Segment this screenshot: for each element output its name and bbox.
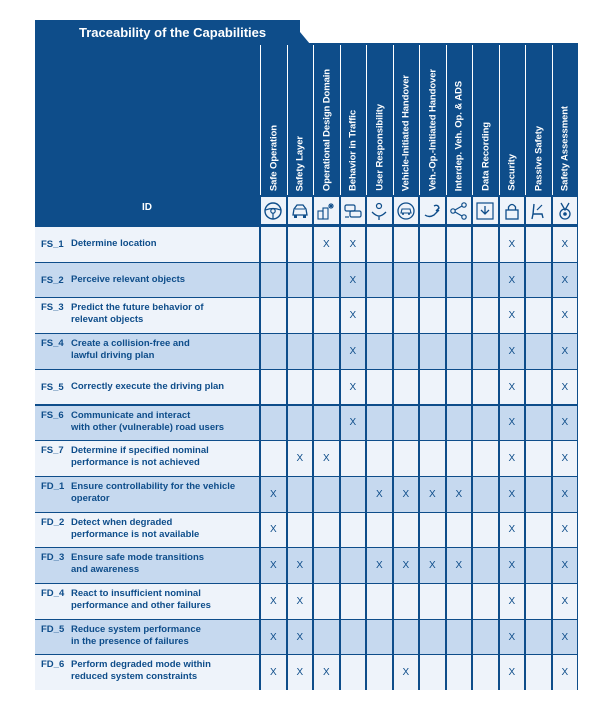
- matrix-cell: X: [261, 584, 286, 619]
- column-header-label: Interdep. Veh. Op. & ADS: [453, 80, 465, 191]
- matrix-cell: X: [341, 227, 366, 262]
- matrix-cell: [447, 227, 472, 262]
- matrix-cell: [314, 263, 339, 298]
- matrix-cell: [314, 370, 339, 405]
- matrix-cell: [394, 584, 419, 619]
- matrix-cell: [288, 370, 313, 405]
- matrix-cell: [526, 263, 551, 298]
- matrix-cell: [394, 406, 419, 441]
- matrix-cell: [526, 584, 551, 619]
- row-description-line: relevant objects: [71, 314, 144, 326]
- row-description: Correctly execute the driving plan: [71, 381, 225, 393]
- column-header: [499, 45, 526, 195]
- matrix-cell: [341, 477, 366, 512]
- share-nodes-icon: [447, 197, 472, 224]
- matrix-cell: [367, 441, 392, 476]
- steering-wheel-icon: [261, 197, 286, 224]
- matrix-cell: X: [288, 655, 313, 690]
- column-header: [313, 45, 340, 195]
- row-code: FS_6: [41, 409, 64, 421]
- matrix-cell: [526, 370, 551, 405]
- matrix-cell: [288, 513, 313, 548]
- matrix-cell: [447, 513, 472, 548]
- row-description: [71, 624, 201, 648]
- matrix-cell: [473, 370, 498, 405]
- matrix-cell: [526, 513, 551, 548]
- matrix-cell: X: [500, 334, 525, 369]
- row-description: [71, 302, 204, 326]
- table-row: [35, 334, 578, 369]
- matrix-cell: X: [500, 406, 525, 441]
- row-label: [35, 441, 259, 476]
- id-column-header: ID: [142, 202, 152, 213]
- matrix-cell: [473, 513, 498, 548]
- matrix-cell: X: [553, 620, 578, 655]
- table-row: [35, 584, 578, 619]
- matrix-cell: [367, 406, 392, 441]
- row-label: [35, 548, 259, 583]
- matrix-cell: [314, 334, 339, 369]
- matrix-cell: [367, 334, 392, 369]
- row-code: FD_4: [41, 588, 65, 599]
- lock-icon: [500, 197, 525, 224]
- matrix-cell: [447, 370, 472, 405]
- weather-city-icon: [314, 197, 339, 224]
- row-code: FS_2: [41, 274, 64, 286]
- matrix-cell: [526, 655, 551, 690]
- matrix-cell: [473, 263, 498, 298]
- row-description: [71, 517, 199, 541]
- matrix-cell: [367, 227, 392, 262]
- matrix-cell: X: [553, 263, 578, 298]
- row-description: Determine location: [71, 238, 157, 250]
- matrix-cell: X: [553, 513, 578, 548]
- row-label: [35, 513, 259, 548]
- row-description-line: performance and other failures: [71, 600, 211, 611]
- matrix-cell: X: [341, 298, 366, 333]
- matrix-cell: [526, 477, 551, 512]
- row-description-line: Reduce system performance: [71, 623, 201, 635]
- matrix-cell: X: [288, 548, 313, 583]
- matrix-cell: [367, 620, 392, 655]
- matrix-cell: [367, 513, 392, 548]
- matrix-cell: [394, 227, 419, 262]
- row-code: FD_6: [41, 659, 65, 671]
- column-header: [366, 45, 393, 195]
- matrix-cell: X: [314, 227, 339, 262]
- matrix-cell: X: [553, 370, 578, 405]
- matrix-cell: [314, 584, 339, 619]
- matrix-cell: [341, 584, 366, 619]
- matrix-cell: [420, 620, 445, 655]
- row-code: FD_3: [41, 552, 65, 564]
- matrix-cell: X: [420, 548, 445, 583]
- matrix-cell: [341, 441, 366, 476]
- matrix-cell: [473, 334, 498, 369]
- matrix-cell: [314, 548, 339, 583]
- matrix-cell: X: [500, 477, 525, 512]
- matrix-cell: [261, 334, 286, 369]
- row-description-line: with other (vulnerable) road users: [71, 421, 225, 433]
- title-notch: [290, 20, 310, 44]
- row-description: [71, 338, 190, 362]
- row-description-line: performance is not available: [71, 528, 200, 540]
- matrix-cell: [420, 406, 445, 441]
- matrix-cell: X: [341, 370, 366, 405]
- matrix-cell: X: [288, 584, 313, 619]
- column-header-label: User Responsibility: [374, 104, 386, 191]
- matrix-cell: X: [288, 620, 313, 655]
- matrix-cell: X: [500, 620, 525, 655]
- matrix-cell: X: [500, 298, 525, 333]
- column-header: [446, 45, 473, 195]
- row-code: FD_5: [41, 623, 65, 635]
- matrix-cell: [420, 370, 445, 405]
- matrix-cell: [367, 298, 392, 333]
- row-label: [35, 655, 259, 690]
- column-header: [260, 45, 287, 195]
- traffic-cars-icon: [341, 197, 366, 224]
- row-label: [35, 263, 259, 298]
- matrix-cell: X: [367, 477, 392, 512]
- table-row: [35, 655, 578, 690]
- row-description: [71, 588, 211, 612]
- matrix-cell: [367, 370, 392, 405]
- matrix-cell: [314, 513, 339, 548]
- matrix-cell: [420, 334, 445, 369]
- matrix-cell: [288, 227, 313, 262]
- row-code: FS_3: [41, 302, 64, 314]
- column-header-label: Safe Operation: [268, 124, 280, 191]
- row-description: [71, 410, 224, 434]
- medal-icon: [553, 197, 578, 224]
- matrix-cell: [526, 406, 551, 441]
- matrix-cell: [394, 620, 419, 655]
- table-row: [35, 298, 578, 333]
- row-description: [71, 552, 204, 576]
- row-label: [35, 584, 259, 619]
- matrix-cell: [526, 298, 551, 333]
- matrix-cell: [314, 406, 339, 441]
- matrix-cell: X: [553, 406, 578, 441]
- matrix-cell: X: [553, 548, 578, 583]
- matrix-cell: [526, 227, 551, 262]
- matrix-cell: [473, 548, 498, 583]
- matrix-cell: X: [500, 513, 525, 548]
- matrix-cell: [420, 513, 445, 548]
- matrix-cell: [394, 513, 419, 548]
- matrix-cell: X: [341, 406, 366, 441]
- matrix-cell: X: [394, 477, 419, 512]
- matrix-cell: [261, 406, 286, 441]
- row-description-line: Perform degraded mode within: [71, 659, 211, 671]
- row-code: FD_2: [41, 516, 65, 528]
- column-header-label: Passive Safety: [533, 125, 545, 191]
- row-description-line: lawful driving plan: [71, 350, 155, 362]
- row-description-line: and awareness: [71, 564, 140, 576]
- matrix-cell: [526, 441, 551, 476]
- column-header-label: Veh.-Op.-Initiated Handover: [427, 69, 439, 191]
- matrix-cell: [473, 227, 498, 262]
- matrix-cell: X: [500, 655, 525, 690]
- matrix-cell: [473, 655, 498, 690]
- matrix-cell: X: [553, 477, 578, 512]
- matrix-cell: [341, 548, 366, 583]
- matrix-cell: [447, 298, 472, 333]
- row-description-line: Create a collision-free and: [71, 338, 190, 350]
- matrix-cell: [447, 620, 472, 655]
- column-header: [525, 45, 552, 195]
- matrix-cell: [473, 620, 498, 655]
- row-code: FS_7: [41, 445, 64, 457]
- matrix-cell: [314, 477, 339, 512]
- matrix-cell: [394, 441, 419, 476]
- matrix-cell: X: [367, 548, 392, 583]
- table-row: [35, 441, 578, 476]
- matrix-cell: [314, 620, 339, 655]
- matrix-cell: X: [500, 370, 525, 405]
- column-header-label: Operational Design Domain: [321, 68, 333, 191]
- matrix-cell: X: [314, 655, 339, 690]
- row-description: [71, 481, 235, 505]
- matrix-cell: X: [553, 227, 578, 262]
- matrix-cell: X: [447, 548, 472, 583]
- table-row: [35, 513, 578, 548]
- matrix-cell: [314, 298, 339, 333]
- matrix-cell: [288, 334, 313, 369]
- row-description-line: operator: [71, 492, 110, 504]
- matrix-cell: X: [261, 655, 286, 690]
- table-row: [35, 406, 578, 441]
- row-code: FS_1: [41, 238, 64, 250]
- matrix-cell: [288, 298, 313, 333]
- matrix-cell: [367, 584, 392, 619]
- matrix-cell: X: [261, 513, 286, 548]
- column-header-label: Safety Assessment: [559, 105, 571, 191]
- matrix-cell: [420, 441, 445, 476]
- matrix-cell: X: [500, 263, 525, 298]
- row-description-line: Determine if specified nominal: [71, 445, 209, 457]
- matrix-cell: [394, 334, 419, 369]
- matrix-cell: X: [420, 477, 445, 512]
- matrix-cell: [288, 263, 313, 298]
- matrix-cell: X: [314, 441, 339, 476]
- matrix-cell: X: [261, 477, 286, 512]
- row-description-line: Communicate and interact: [71, 409, 191, 421]
- matrix-cell: [526, 620, 551, 655]
- row-code: FD_1: [41, 480, 65, 492]
- matrix-cell: [447, 441, 472, 476]
- row-label: [35, 620, 259, 655]
- column-header: [472, 45, 499, 195]
- row-description: Perceive relevant objects: [71, 274, 186, 286]
- matrix-cell: [420, 263, 445, 298]
- row-description-line: performance is not achieved: [71, 457, 200, 469]
- matrix-cell: [394, 263, 419, 298]
- column-header-label: Safety Layer: [294, 135, 306, 191]
- matrix-cell: X: [394, 655, 419, 690]
- row-description: [71, 445, 209, 469]
- matrix-cell: [394, 370, 419, 405]
- matrix-cell: X: [500, 584, 525, 619]
- matrix-cell: [473, 584, 498, 619]
- matrix-cell: [447, 263, 472, 298]
- row-description: [71, 659, 211, 683]
- table-row: [35, 620, 578, 655]
- matrix-cell: [261, 298, 286, 333]
- matrix-cell: X: [447, 477, 472, 512]
- row-code: FS_4: [41, 338, 64, 350]
- row-label: [35, 298, 259, 333]
- matrix-cell: X: [341, 263, 366, 298]
- table-row: [35, 477, 578, 512]
- matrix-cell: [447, 334, 472, 369]
- column-header-label: Vehicle-Initiated Handover: [400, 74, 412, 191]
- matrix-cell: [473, 441, 498, 476]
- matrix-cell: [341, 620, 366, 655]
- row-label: [35, 477, 259, 512]
- column-header: [287, 45, 314, 195]
- car-front-icon: [288, 197, 313, 224]
- traceability-table: [35, 45, 578, 690]
- matrix-cell: [341, 655, 366, 690]
- user-hand-icon: [367, 197, 392, 224]
- matrix-cell: [526, 334, 551, 369]
- matrix-cell: X: [500, 227, 525, 262]
- row-code: FS_5: [41, 381, 64, 393]
- matrix-cell: X: [288, 441, 313, 476]
- download-box-icon: [473, 197, 498, 224]
- column-header: [552, 45, 579, 195]
- table-row: [35, 370, 578, 405]
- column-header-label: Data Recording: [480, 122, 492, 191]
- matrix-cell: X: [553, 334, 578, 369]
- matrix-cell: [420, 298, 445, 333]
- row-description-line: Ensure safe mode transitions: [71, 552, 205, 564]
- row-description-line: Ensure controllability for the vehicle: [71, 480, 236, 492]
- matrix-cell: [394, 298, 419, 333]
- seat-icon: [526, 197, 551, 224]
- matrix-cell: X: [553, 298, 578, 333]
- row-label: [35, 406, 259, 441]
- matrix-cell: [473, 477, 498, 512]
- row-label: [35, 334, 259, 369]
- column-header: [340, 45, 367, 195]
- matrix-cell: [473, 298, 498, 333]
- matrix-cell: [367, 655, 392, 690]
- matrix-cell: [261, 227, 286, 262]
- matrix-cell: [447, 584, 472, 619]
- matrix-cell: [261, 263, 286, 298]
- column-header: [419, 45, 446, 195]
- matrix-cell: X: [394, 548, 419, 583]
- matrix-cell: [288, 477, 313, 512]
- matrix-cell: X: [500, 548, 525, 583]
- row-description-line: in the presence of failures: [71, 635, 189, 647]
- matrix-cell: X: [341, 334, 366, 369]
- column-header-label: Security: [506, 154, 518, 191]
- row-description-line: reduced system constraints: [71, 671, 198, 683]
- matrix-cell: X: [553, 655, 578, 690]
- row-description-line: React to insufficient nominal: [71, 588, 201, 599]
- matrix-cell: X: [261, 548, 286, 583]
- id-header-block: [35, 45, 259, 226]
- row-description-line: Predict the future behavior of: [71, 302, 204, 314]
- matrix-cell: X: [261, 620, 286, 655]
- matrix-cell: [526, 548, 551, 583]
- column-header-label: Behavior in Traffic: [347, 110, 359, 191]
- matrix-cell: [420, 227, 445, 262]
- matrix-cell: [367, 263, 392, 298]
- row-label: [35, 370, 259, 405]
- table-row: [35, 263, 578, 298]
- matrix-cell: X: [553, 441, 578, 476]
- row-description-line: Detect when degraded: [71, 516, 173, 528]
- matrix-cell: [261, 441, 286, 476]
- matrix-cell: X: [553, 584, 578, 619]
- vehicle-handover-icon: [394, 197, 419, 224]
- matrix-cell: X: [500, 441, 525, 476]
- matrix-cell: [447, 406, 472, 441]
- matrix-cell: [288, 406, 313, 441]
- table-title: Traceability of the Capabilities: [35, 20, 300, 44]
- matrix-cell: [261, 370, 286, 405]
- column-header: [393, 45, 420, 195]
- matrix-cell: [341, 513, 366, 548]
- matrix-cell: [420, 584, 445, 619]
- matrix-cell: [447, 655, 472, 690]
- row-label: [35, 227, 259, 262]
- matrix-cell: [420, 655, 445, 690]
- table-row: [35, 227, 578, 262]
- hand-handover-icon: [420, 197, 445, 224]
- table-row: [35, 548, 578, 583]
- matrix-cell: [473, 406, 498, 441]
